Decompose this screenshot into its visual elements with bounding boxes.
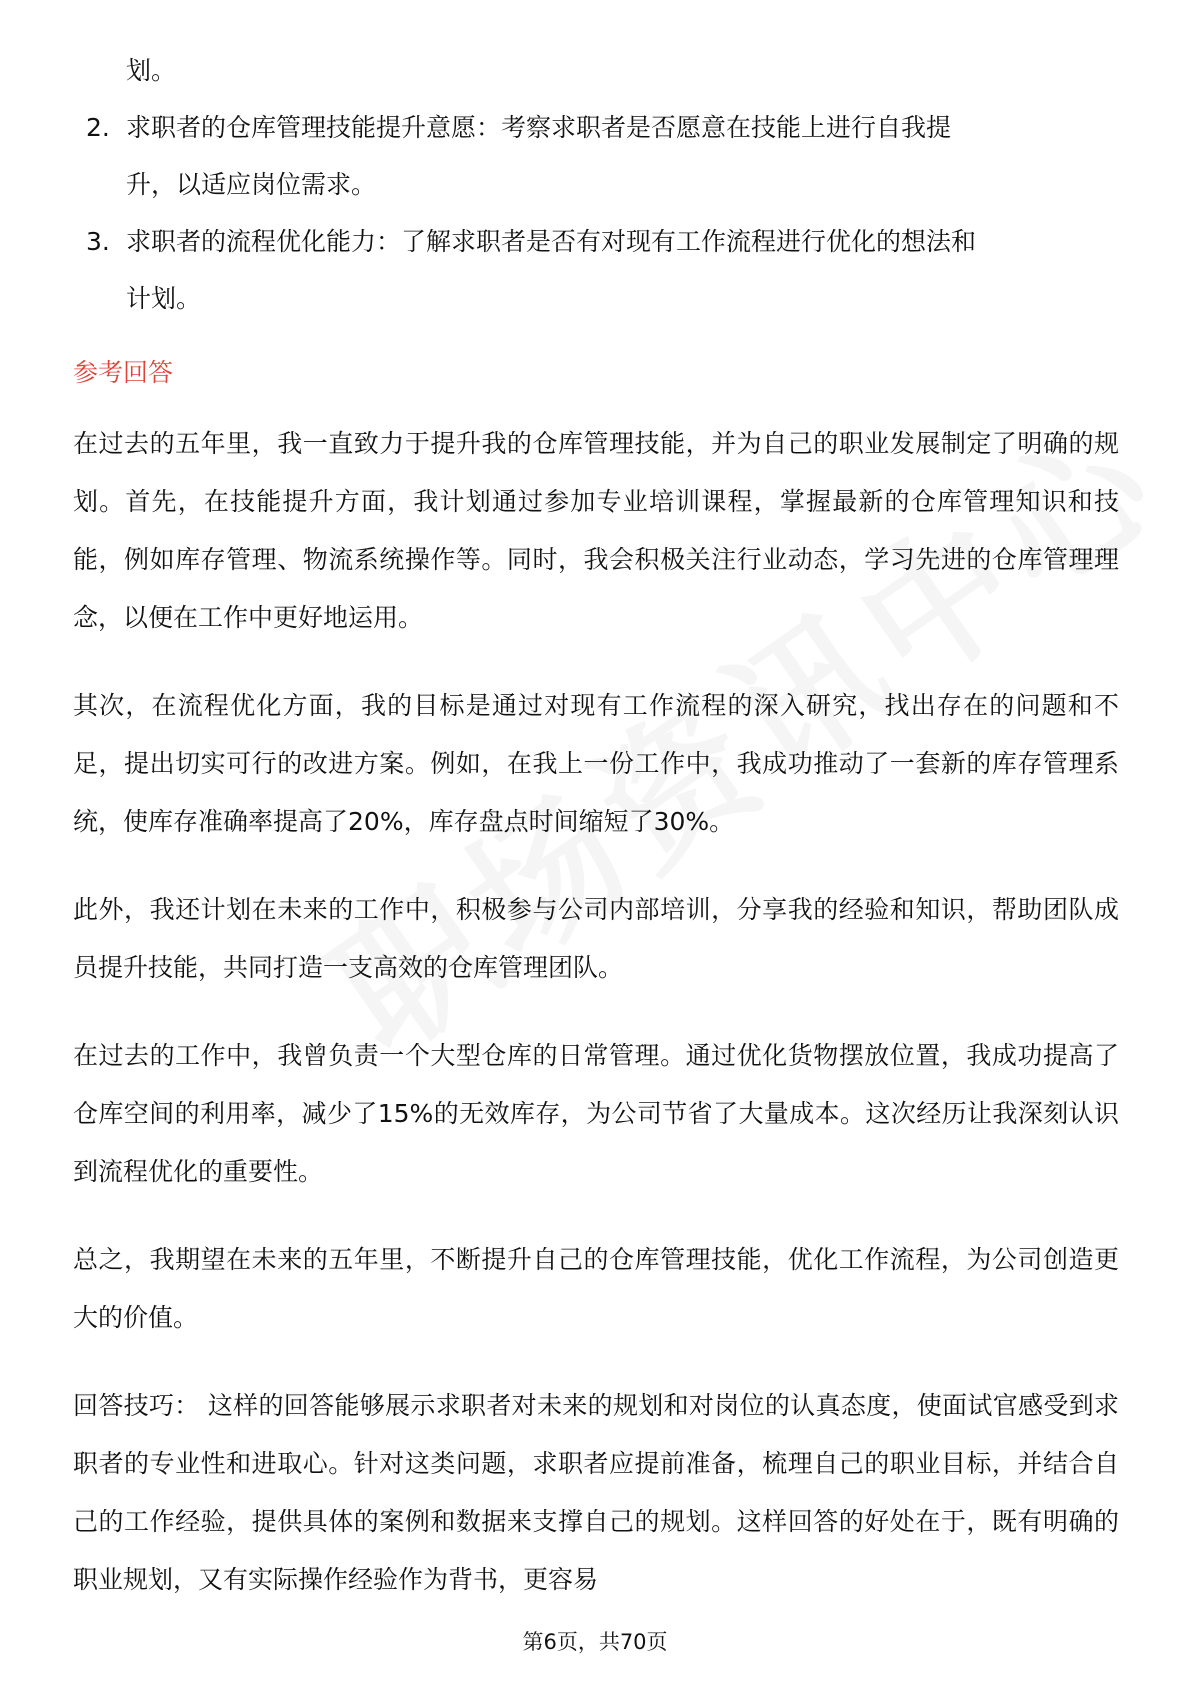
answer-tips-paragraph: 回答技巧： 这样的回答能够展示求职者对未来的规划和对岗位的认真态度，使面试官感受到求职者的专业性和进取心。针对这类问题，求职者应提前准备，梳理自己的职业目标，并结合自己的工作经验，提供具体的案例和数据来支撑自己的规划。这样回答的好处在于，既有明确的职业规划，又有实际操作经验作为背书，更容易 [73, 1391, 1119, 1594]
list-item-text: 求职者的仓库管理技能提升意愿：考察求职者是否愿意在技能上进行自我提 [126, 113, 952, 142]
list-item-text: 计划。 [126, 284, 202, 313]
list-item-continuation: 划。 [126, 56, 177, 85]
answer-paragraph: 其次，在流程优化方面，我的目标是通过对现有工作流程的深入研究，找出存在的问题和不足，提出切实可行的改进方案。例如，在我上一份工作中，我成功推动了一套新的库存管理系统，使库存准确率提高了20%，库存盘点时间缩短了30%。 [73, 691, 1119, 836]
answer-paragraph: 在过去的工作中，我曾负责一个大型仓库的日常管理。通过优化货物摆放位置，我成功提高了仓库空间的利用率，减少了15%的无效库存，为公司节省了大量成本。这次经历让我深刻认识到流程优化的重要性。 [73, 1041, 1119, 1186]
page-number-footer: 第6页，共70页 [522, 1630, 668, 1654]
section-heading: 参考回答 [73, 358, 174, 387]
page-content [73, 42, 1119, 1639]
answer-paragraph: 在过去的五年里，我一直致力于提升我的仓库管理技能，并为自己的职业发展制定了明确的规划。首先，在技能提升方面，我计划通过参加专业培训课程，掌握最新的仓库管理知识和技能，例如库存管理、物流系统操作等。同时，我会积极关注行业动态，学习先进的仓库管理理念，以便在工作中更好地运用。 [73, 429, 1119, 632]
list-item [73, 213, 1119, 327]
list-item [73, 99, 1119, 213]
list-item-number: 3. [86, 227, 110, 256]
list-item-text: 求职者的流程优化能力：了解求职者是否有对现有工作流程进行优化的想法和 [126, 227, 977, 256]
list-item-text: 升，以适应岗位需求。 [126, 170, 377, 199]
answer-paragraph: 总之，我期望在未来的五年里，不断提升自己的仓库管理技能，优化工作流程，为公司创造更大的价值。 [73, 1245, 1119, 1332]
answer-paragraph: 此外，我还计划在未来的工作中，积极参与公司内部培训，分享我的经验和知识，帮助团队成员提升技能，共同打造一支高效的仓库管理团队。 [73, 895, 1119, 982]
list-item-number: 2. [86, 113, 110, 142]
